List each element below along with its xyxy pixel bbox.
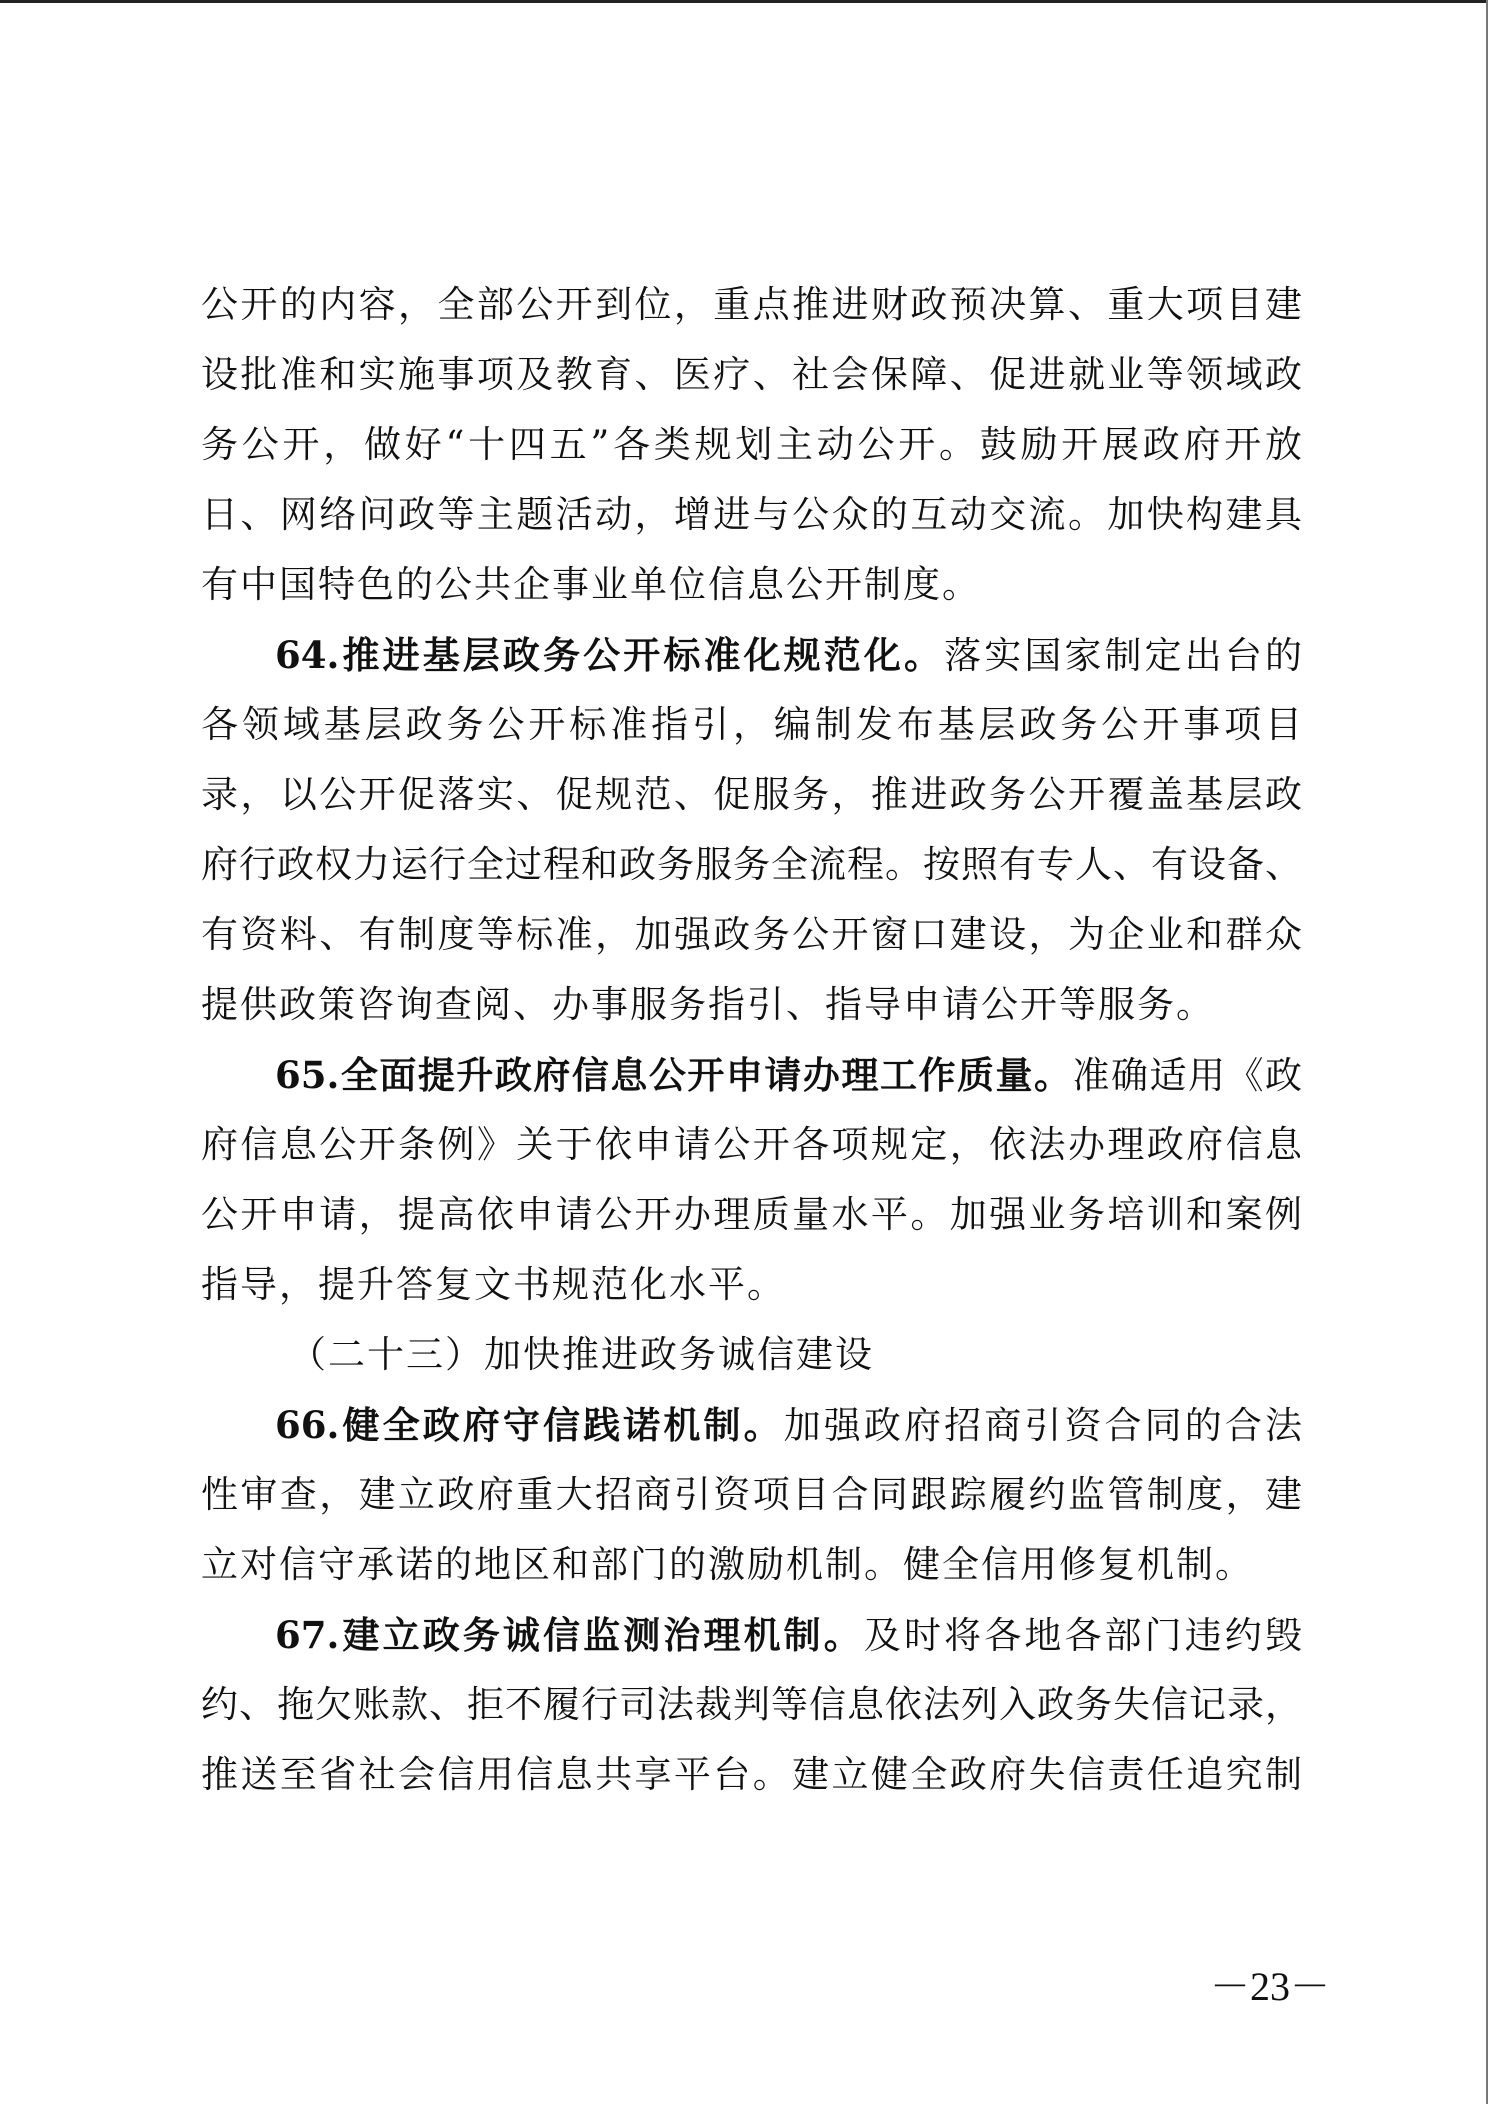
line-text: 准确适用《政 xyxy=(1072,1054,1303,1097)
line-text: 公开的内容，全部公开到位，重点推进财政预决算、重大项目建 xyxy=(201,283,1302,326)
line-text: （二十三）加快推进政务诚信建设 xyxy=(289,1333,874,1376)
line-text: 立对信守承诺的地区和部门的激励机制。健全信用修复机制。 xyxy=(201,1543,1254,1586)
text-line xyxy=(201,690,1302,760)
text-line xyxy=(201,1530,1302,1600)
line-text: 加强政府招商引资合同的合法 xyxy=(783,1404,1302,1447)
line-text: 推送至省社会信用信息共享平台。建立健全政府失信责任追究制 xyxy=(201,1753,1302,1796)
text-line xyxy=(201,1180,1302,1250)
line-text: 落实国家制定出台的 xyxy=(944,634,1302,677)
text-line xyxy=(201,830,1302,900)
item-heading: 66.健全政府守信践诺机制。 xyxy=(275,1403,784,1447)
text-line xyxy=(201,480,1302,550)
text-line xyxy=(201,1040,1302,1110)
text-line xyxy=(201,620,1302,690)
line-text: 府信息公开条例》关于依申请公开各项规定，依法办理政府信息 xyxy=(201,1123,1302,1166)
line-text: 约、拖欠账款、拒不履行司法裁判等信息依法列入政务失信记录， xyxy=(201,1683,1302,1726)
line-text: 录，以公开促落实、促规范、促服务，推进政务公开覆盖基层政 xyxy=(201,773,1302,816)
text-line xyxy=(201,550,1302,620)
text-line xyxy=(201,1250,1302,1320)
line-text: 务公开，做好“十四五”各类规划主动公开。鼓励开展政府开放 xyxy=(201,423,1302,466)
document-body xyxy=(201,270,1302,1810)
text-line xyxy=(201,1600,1302,1670)
line-text: 设批准和实施事项及教育、医疗、社会保障、促进就业等领域政 xyxy=(201,353,1302,396)
line-text: 及时将各地各部门违约毁 xyxy=(863,1614,1302,1657)
line-text: 有资料、有制度等标准，加强政务公开窗口建设，为企业和群众 xyxy=(201,913,1302,956)
item-heading: 64.推进基层政务公开标准化规范化。 xyxy=(275,633,945,677)
text-line xyxy=(201,1740,1302,1810)
item-heading: 67.建立政务诚信监测治理机制。 xyxy=(275,1613,864,1657)
line-text: 性审查，建立政府重大招商引资项目合同跟踪履约监管制度，建 xyxy=(201,1473,1302,1516)
text-line xyxy=(201,340,1302,410)
text-line xyxy=(201,410,1302,480)
text-line xyxy=(201,760,1302,830)
line-text: 提供政策咨询查阅、办事服务指引、指导申请公开等服务。 xyxy=(201,983,1215,1026)
text-line xyxy=(201,970,1302,1040)
text-line xyxy=(201,1460,1302,1530)
item-heading: 65.全面提升政府信息公开申请办理工作质量。 xyxy=(275,1053,1073,1097)
line-text: 府行政权力运行全过程和政务服务全流程。按照有专人、有设备、 xyxy=(201,843,1302,886)
text-line xyxy=(201,1390,1302,1460)
text-line xyxy=(201,1670,1302,1740)
line-text: 有中国特色的公共企事业单位信息公开制度。 xyxy=(201,563,981,606)
line-text: 各领域基层政务公开标准指引，编制发布基层政务公开事项目 xyxy=(201,703,1302,746)
line-text: 公开申请，提高依申请公开办理质量水平。加强业务培训和案例 xyxy=(201,1193,1302,1236)
line-text: 指导，提升答复文书规范化水平。 xyxy=(201,1263,786,1306)
text-line xyxy=(201,1320,1302,1390)
line-text: 日、网络问政等主题活动，增进与公众的互动交流。加快构建具 xyxy=(201,493,1302,536)
text-line xyxy=(201,900,1302,970)
text-line xyxy=(201,1110,1302,1180)
text-line xyxy=(201,270,1302,340)
top-border xyxy=(0,0,1488,3)
page-number: －23－ xyxy=(1210,1964,1330,2009)
